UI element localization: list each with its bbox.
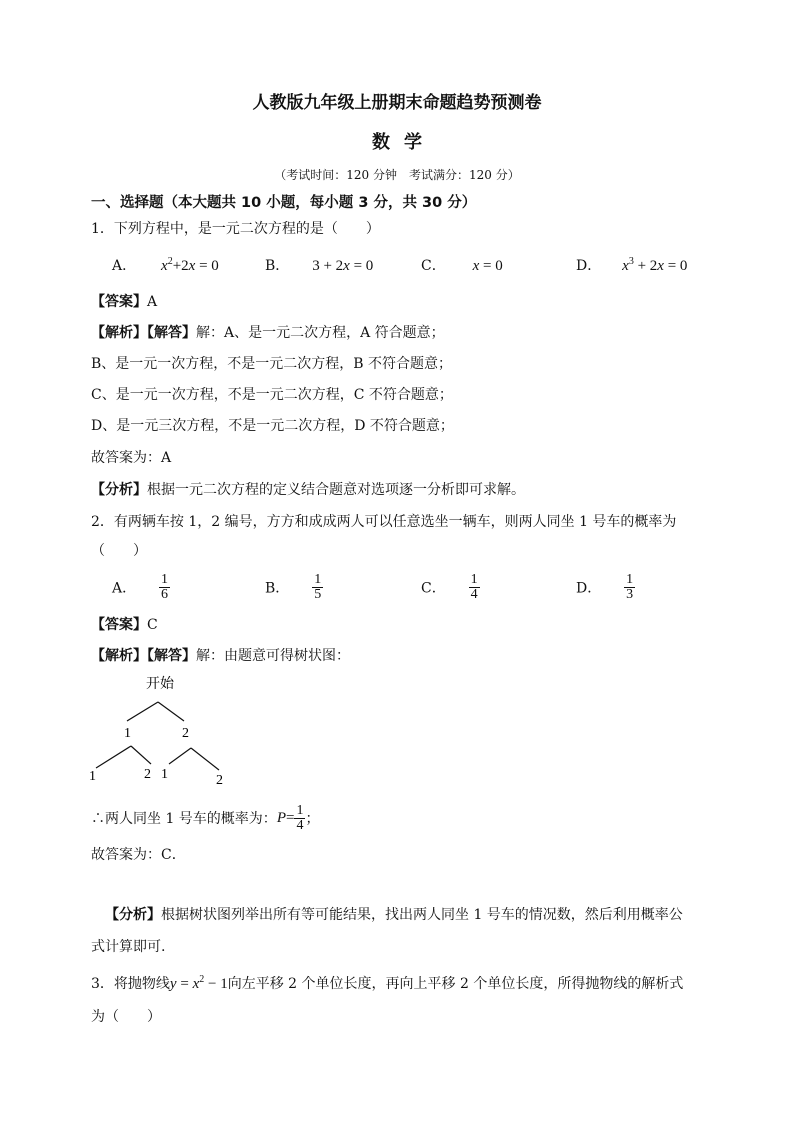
- q2-conclusion: ∴两人同坐 1 号车的概率为： P = $\frac{1}{4}$ ；: [91, 802, 320, 833]
- fraction: $\frac{1}{5}$: [314, 572, 322, 602]
- q2-final-answer: 故答案为：C．: [91, 847, 186, 863]
- answer-tag: 【答案】: [91, 617, 147, 633]
- fraction: $\frac{1}{3}$: [626, 572, 634, 602]
- subject-heading: 数学: [372, 132, 436, 153]
- tree-diagram: [80, 672, 250, 792]
- q3-stem-line-2: 为（ ）: [91, 1009, 161, 1025]
- q2-stem-line-1: 2．有两辆车按 1，2 编号，方方和成成两人可以任意选坐一辆车，则两人同坐 1 号车的概率为: [91, 514, 677, 530]
- tree-branch: [158, 702, 184, 721]
- fenxi-tag: 【分析】: [105, 907, 161, 923]
- q1-analysis-line-4: D、是一元三次方程，不是一元二次方程，D 不符合题意；: [91, 418, 454, 434]
- answer-tag: 【答案】: [91, 294, 147, 310]
- tree-level1-left: 1: [124, 726, 131, 741]
- q1-stem: 1．下列方程中，是一元二次方程的是（ ）: [91, 221, 380, 237]
- fraction: $\frac{1}{6}$: [161, 572, 169, 602]
- section-heading: 一、选择题（本大题共 10 小题，每小题 3 分，共 30 分）: [91, 195, 477, 211]
- option-letter: D．: [576, 258, 602, 274]
- option-letter: A．: [112, 258, 137, 274]
- tree-branch: [96, 746, 131, 768]
- tree-level2-left-1: 1: [89, 769, 96, 784]
- exam-info: （考试时间：120 分钟 考试满分：120 分）: [274, 168, 520, 182]
- q2-fenxi-line-1: 【分析】根据树状图列举出所有等可能结果，找出两人同坐 1 号车的情况数，然后利用概率公: [105, 907, 683, 923]
- q2-stem-line-2: （ ）: [91, 543, 147, 559]
- q1-option-c: [421, 255, 503, 275]
- page-title: 人教版九年级上册期末命题趋势预测卷: [252, 93, 542, 113]
- q2-option-c: C． $\frac{1}{4}$: [421, 572, 478, 602]
- analysis-tag: 【解析】: [91, 325, 147, 341]
- q1-analysis-line-2: B、是一元一次方程，不是一元二次方程，B 不符合题意；: [91, 356, 453, 372]
- q1-answer-summary: 故答案为：A: [91, 450, 172, 466]
- q1-option-d: [576, 255, 687, 275]
- q2-answer: [91, 614, 158, 634]
- q1-analysis-line-1: 【解析】【解答】解：A、是一元二次方程，A 符合题意；: [91, 325, 445, 341]
- tree-level2-left-2: 2: [144, 767, 151, 782]
- q2-option-a: A． $\frac{1}{6}$: [112, 572, 169, 602]
- q1-answer: [91, 291, 157, 311]
- q2-fenxi-line-2: 式计算即可.: [91, 939, 166, 955]
- q1-option-a: [112, 255, 219, 275]
- solution-tag: 【解答】: [147, 648, 196, 664]
- q2-analysis-intro: 【解析】【解答】解：由题意可得树状图：: [91, 648, 350, 664]
- tree-branch: [131, 746, 151, 764]
- tree-level2-right-2: 2: [216, 773, 223, 788]
- math-expr: 3 + 2x = 0: [312, 258, 374, 274]
- tree-branch: [169, 748, 191, 764]
- tree-branch: [127, 702, 158, 721]
- math-expr: $x^2+2x = 0$: [161, 256, 219, 274]
- q1-analysis-line-3: C、是一元一次方程，不是一元二次方程，C 不符合题意；: [91, 387, 453, 403]
- q3-stem-line-1: 3．将抛物线$y = x^2 - 1$向左平移 2 个单位长度，再向上平移 2 个单位长度，所得抛物线的解析式: [91, 974, 684, 992]
- q2-option-d: D． $\frac{1}{3}$: [576, 572, 634, 602]
- fraction: $\frac{1}{4}$: [470, 572, 478, 602]
- answer-value: C: [147, 617, 158, 633]
- math-expr: x = 0: [472, 258, 503, 274]
- solution-tag: 【解答】: [147, 325, 196, 341]
- tree-level2-right-1: 1: [161, 767, 168, 782]
- option-letter: C．: [421, 258, 446, 274]
- tree-root-label: 开始: [146, 677, 174, 692]
- math-expr: $y = x^2 - 1$: [169, 974, 228, 992]
- analysis-tag: 【解析】: [91, 648, 147, 664]
- tree-branch: [191, 748, 219, 770]
- option-letter: B．: [265, 258, 290, 274]
- q2-option-b: B． $\frac{1}{5}$: [265, 572, 322, 602]
- q1-option-b: [265, 255, 373, 275]
- q1-fenxi: 【分析】根据一元二次方程的定义结合题意对选项逐一分析即可求解。: [91, 482, 525, 498]
- tree-level1-right: 2: [182, 726, 189, 741]
- answer-value: A: [147, 294, 158, 310]
- fraction: $\frac{1}{4}$: [296, 802, 304, 833]
- math-expr: $x^3 + 2x = 0$: [622, 256, 688, 274]
- fenxi-tag: 【分析】: [91, 482, 147, 498]
